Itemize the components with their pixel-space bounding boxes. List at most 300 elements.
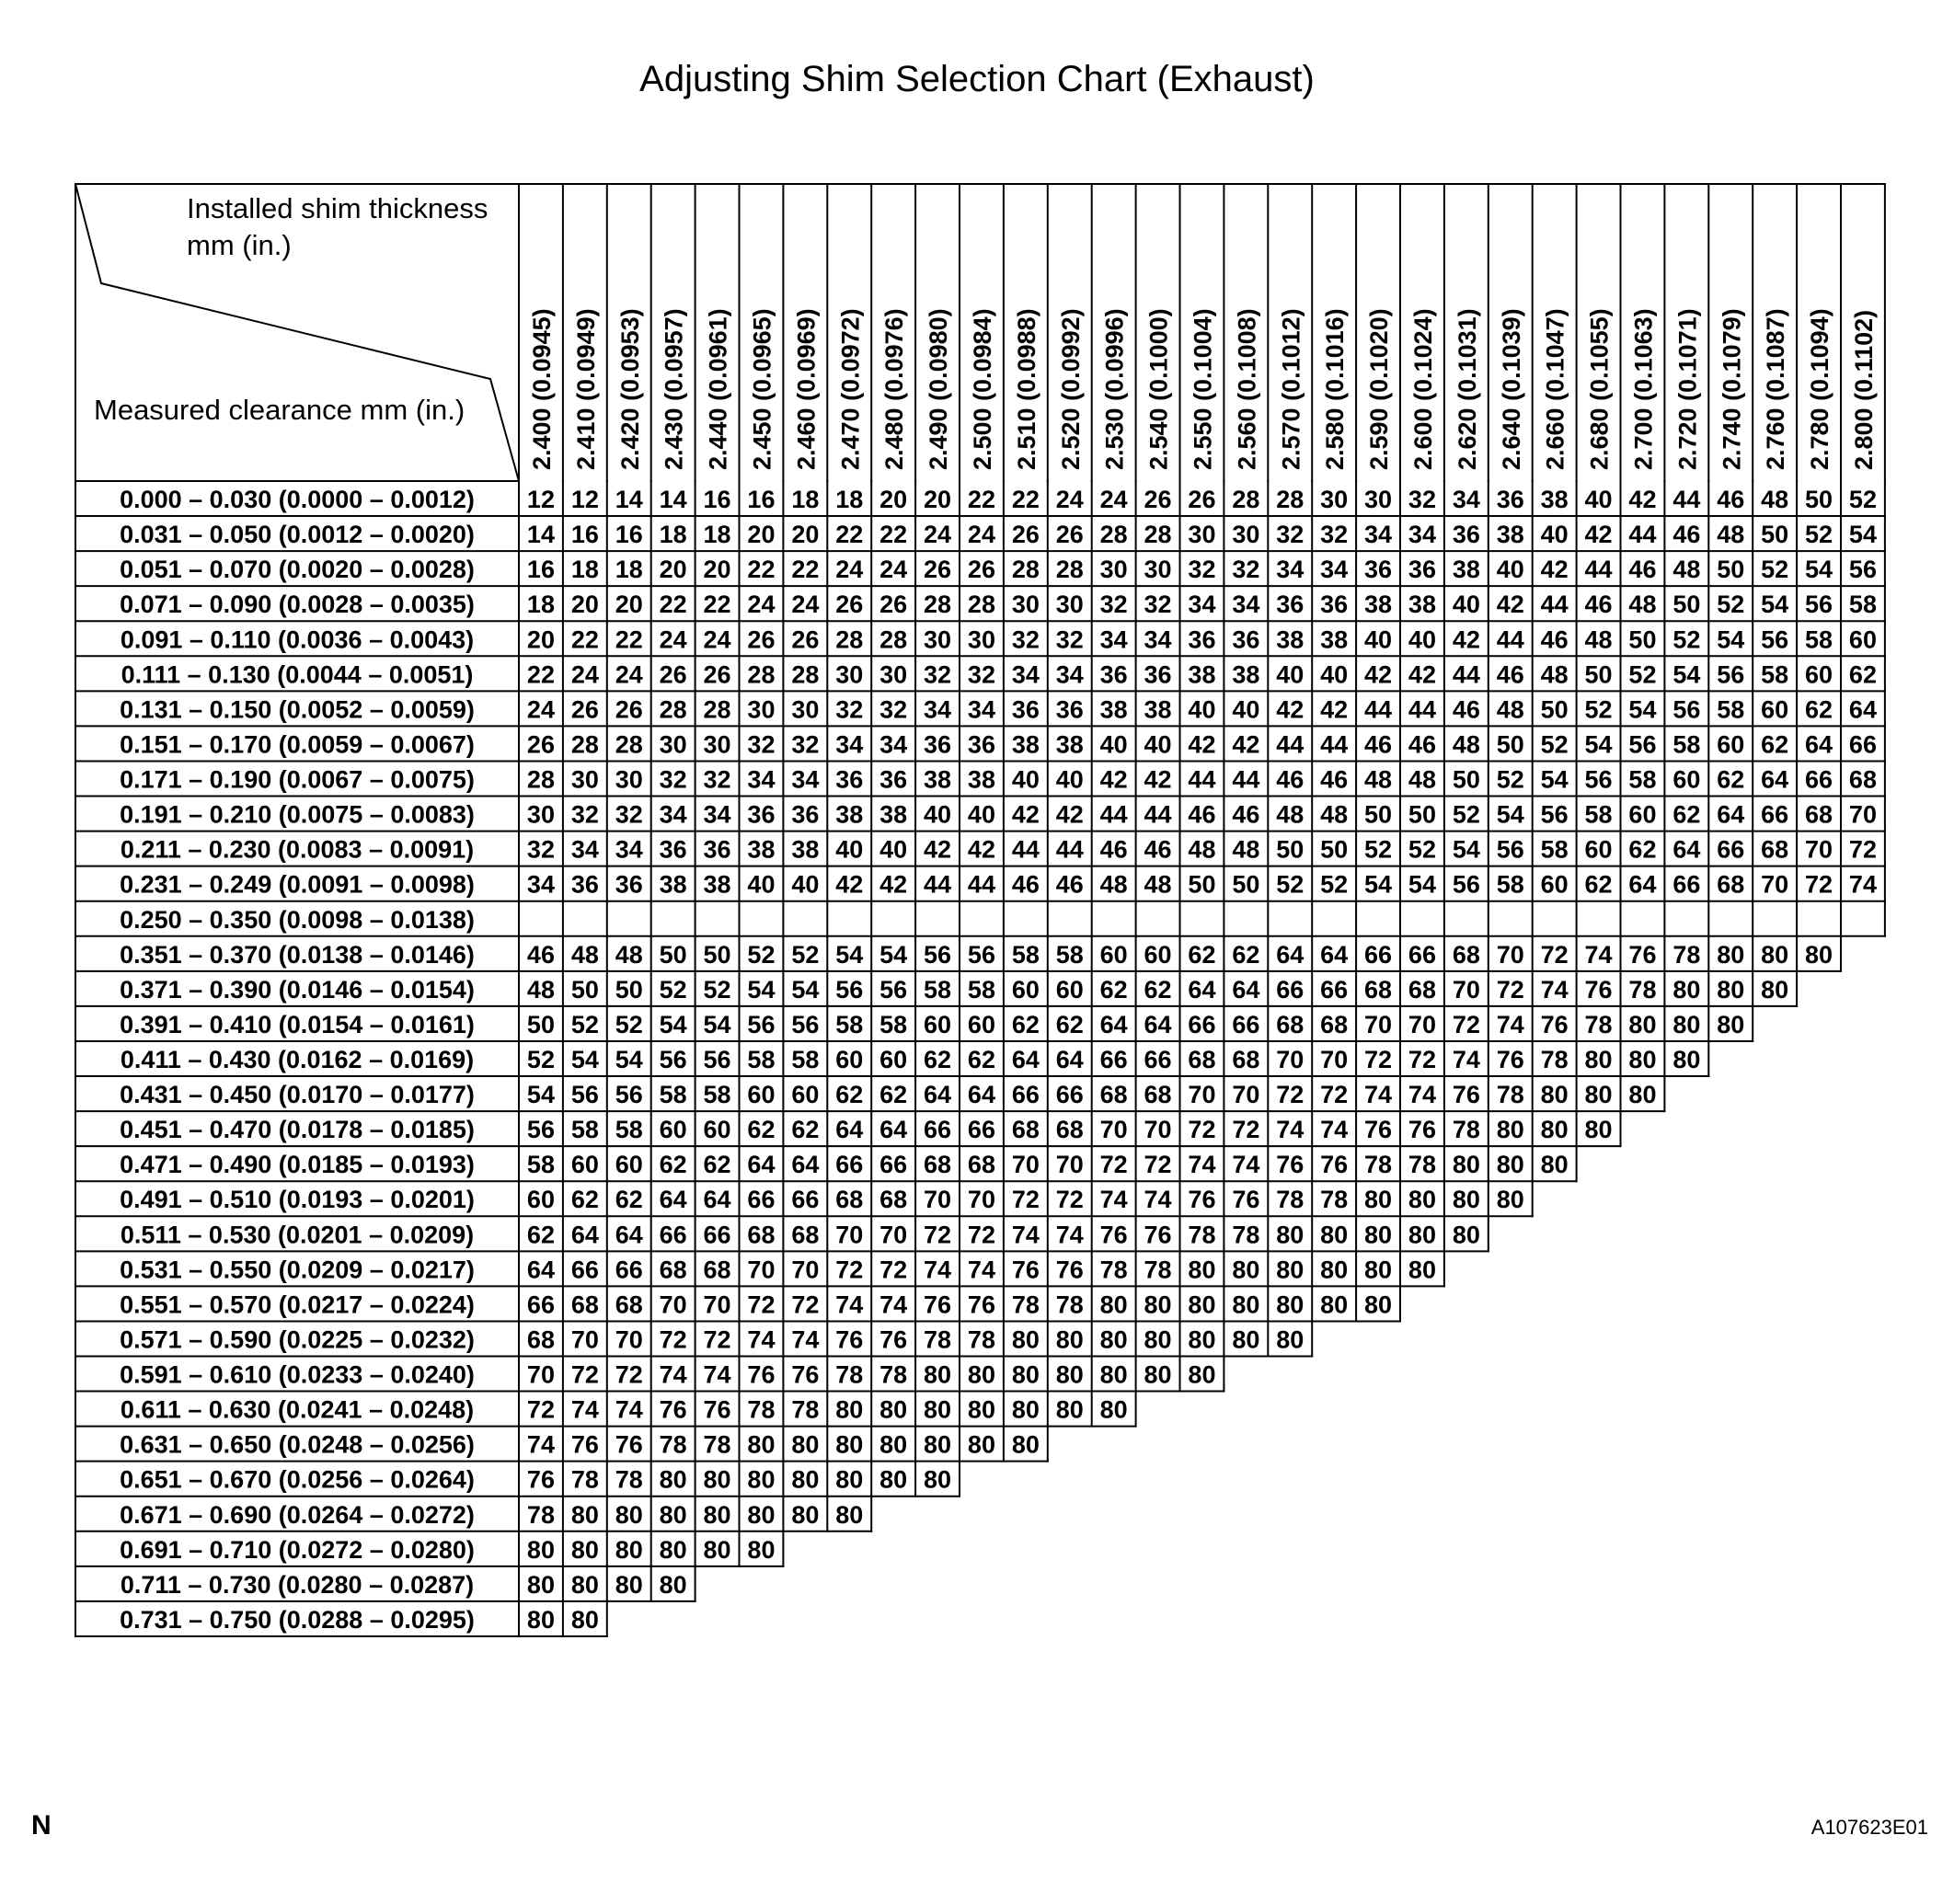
cell-value: 56 <box>526 1116 555 1144</box>
cell-value: 70 <box>1452 975 1480 1004</box>
cell-value: 22 <box>1011 486 1040 514</box>
cell-value: 52 <box>526 1045 555 1073</box>
cell-value: 78 <box>1408 1151 1436 1179</box>
cell-value: 80 <box>924 1465 952 1494</box>
cell-value: 68 <box>703 1256 731 1284</box>
cell-value: 70 <box>835 1221 864 1249</box>
cell-value: 70 <box>967 1186 995 1214</box>
cell-value: 38 <box>1188 660 1216 689</box>
cell-value: 80 <box>1452 1151 1480 1179</box>
cell-value: 64 <box>526 1256 555 1284</box>
column-header: 2.570 (0.1012) <box>1277 308 1305 470</box>
cell-value: 78 <box>1144 1256 1172 1284</box>
cell-value: 80 <box>659 1570 687 1599</box>
cell-value: 58 <box>1717 695 1745 724</box>
column-header: 2.460 (0.0969) <box>792 308 821 470</box>
cell-value: 72 <box>1276 1081 1305 1109</box>
cell-value: 52 <box>1628 660 1657 689</box>
cell-value: 74 <box>1540 975 1569 1004</box>
cell-value: 34 <box>615 835 643 864</box>
cell-value: 70 <box>879 1221 908 1249</box>
cell-value: 80 <box>1408 1221 1436 1249</box>
cell-value: 72 <box>1408 1045 1436 1073</box>
cell-value: 48 <box>1276 800 1305 829</box>
cell-value: 40 <box>1011 765 1040 794</box>
cell-value: 76 <box>615 1430 643 1459</box>
cell-value: 56 <box>967 940 995 969</box>
cell-value: 68 <box>1099 1081 1128 1109</box>
cell-value: 44 <box>1584 556 1613 584</box>
cell-value: 56 <box>1672 695 1701 724</box>
cell-value: 68 <box>747 1221 776 1249</box>
cell-value: 50 <box>570 975 599 1004</box>
cell-value: 76 <box>1011 1256 1040 1284</box>
cell-value: 56 <box>1496 835 1524 864</box>
cell-value: 72 <box>879 1256 908 1284</box>
cell-value: 74 <box>570 1395 599 1424</box>
cell-value: 68 <box>967 1151 995 1179</box>
cell-value: 16 <box>747 486 776 514</box>
cell-value: 48 <box>1452 730 1480 759</box>
cell-value: 60 <box>526 1186 555 1214</box>
column-header: 2.430 (0.0957) <box>660 308 688 470</box>
cell-value: 76 <box>1099 1221 1128 1249</box>
cell-value: 40 <box>1364 625 1393 654</box>
cell-value: 70 <box>615 1325 643 1354</box>
cell-value: 80 <box>879 1465 908 1494</box>
column-header: 2.740 (0.1079) <box>1718 308 1746 470</box>
cell-value: 26 <box>791 625 820 654</box>
column-header: 2.490 (0.0980) <box>925 308 953 470</box>
cell-value: 54 <box>659 1010 687 1038</box>
cell-value: 14 <box>659 486 687 514</box>
cell-value: 80 <box>1717 940 1745 969</box>
cell-value: 34 <box>1452 486 1480 514</box>
cell-value: 74 <box>1144 1186 1172 1214</box>
cell-value: 64 <box>1628 870 1657 899</box>
cell-value: 24 <box>835 556 864 584</box>
cell-value: 70 <box>1364 1010 1393 1038</box>
cell-value: 24 <box>615 660 643 689</box>
row-header-label: Measured clearance mm (in.) <box>94 394 466 426</box>
cell-value: 26 <box>1144 486 1172 514</box>
cell-value: 28 <box>924 591 952 619</box>
cell-value: 44 <box>1232 765 1260 794</box>
cell-value: 16 <box>703 486 731 514</box>
cell-value: 24 <box>526 695 555 724</box>
cell-value: 64 <box>703 1186 731 1214</box>
cell-value: 80 <box>659 1535 687 1564</box>
column-header: 2.410 (0.0949) <box>571 308 600 470</box>
cell-value: 80 <box>879 1430 908 1459</box>
cell-value: 28 <box>835 625 864 654</box>
cell-value: 76 <box>1452 1081 1480 1109</box>
cell-value: 80 <box>924 1395 952 1424</box>
cell-value: 28 <box>747 660 776 689</box>
cell-value: 64 <box>1188 975 1216 1004</box>
cell-value: 54 <box>1408 870 1436 899</box>
cell-value: 80 <box>1761 940 1789 969</box>
cell-value: 64 <box>1320 940 1349 969</box>
cell-value: 62 <box>570 1186 599 1214</box>
cell-value: 66 <box>1805 765 1833 794</box>
cell-value: 46 <box>526 940 555 969</box>
cell-value: 80 <box>1761 975 1789 1004</box>
cell-value: 26 <box>659 660 687 689</box>
cell-value: 72 <box>526 1395 555 1424</box>
cell-value: 44 <box>1320 730 1349 759</box>
row-label: 0.250 – 0.350 (0.0098 – 0.0138) <box>120 905 475 934</box>
cell-value: 52 <box>1540 730 1569 759</box>
cell-value: 62 <box>1761 730 1789 759</box>
cell-value: 30 <box>1320 486 1349 514</box>
cell-value: 80 <box>1364 1221 1393 1249</box>
cell-value: 28 <box>791 660 820 689</box>
cell-value: 72 <box>1011 1186 1040 1214</box>
cell-value: 78 <box>1011 1290 1040 1319</box>
cell-value: 38 <box>835 800 864 829</box>
row-label: 0.091 – 0.110 (0.0036 – 0.0043) <box>120 625 475 654</box>
cell-value: 80 <box>1099 1290 1128 1319</box>
cell-value: 68 <box>1011 1116 1040 1144</box>
cell-value: 34 <box>1408 521 1436 549</box>
cell-value: 58 <box>1055 940 1084 969</box>
cell-value: 64 <box>1232 975 1260 1004</box>
cell-value: 80 <box>570 1535 599 1564</box>
column-header-label: mm (in.) <box>187 229 292 261</box>
cell-value: 36 <box>1099 660 1128 689</box>
cell-value: 80 <box>791 1430 820 1459</box>
cell-value: 44 <box>1496 625 1524 654</box>
cell-value: 26 <box>1188 486 1216 514</box>
chart-title: Adjusting Shim Selection Chart (Exhaust) <box>639 59 1315 99</box>
cell-value: 80 <box>615 1570 643 1599</box>
row-label: 0.691 – 0.710 (0.0272 – 0.0280) <box>120 1535 475 1564</box>
cell-value: 80 <box>1099 1360 1128 1389</box>
cell-value: 36 <box>747 800 776 829</box>
column-header: 2.510 (0.0988) <box>1012 308 1040 470</box>
cell-value: 24 <box>703 625 731 654</box>
cell-value: 38 <box>1364 591 1393 619</box>
cell-value: 18 <box>570 556 599 584</box>
cell-value: 66 <box>1848 730 1877 759</box>
cell-value: 80 <box>1496 1116 1524 1144</box>
cell-value: 70 <box>1805 835 1833 864</box>
cell-value: 54 <box>1672 660 1701 689</box>
cell-value: 64 <box>1276 940 1305 969</box>
cell-value: 32 <box>659 765 687 794</box>
cell-value: 50 <box>526 1010 555 1038</box>
cell-value: 24 <box>1099 486 1128 514</box>
cell-value: 72 <box>703 1325 731 1354</box>
cell-value: 78 <box>659 1430 687 1459</box>
cell-value: 28 <box>1055 556 1084 584</box>
cell-value: 24 <box>924 521 952 549</box>
cell-value: 20 <box>570 591 599 619</box>
cell-value: 30 <box>526 800 555 829</box>
cell-value: 68 <box>1452 940 1480 969</box>
row-label: 0.051 – 0.070 (0.0020 – 0.0028) <box>120 556 475 584</box>
cell-value: 66 <box>1144 1045 1172 1073</box>
cell-value: 78 <box>1496 1081 1524 1109</box>
cell-value: 60 <box>1584 835 1613 864</box>
cell-value: 18 <box>615 556 643 584</box>
cell-value: 36 <box>879 765 908 794</box>
cell-value: 64 <box>924 1081 952 1109</box>
cell-value: 80 <box>570 1605 599 1634</box>
cell-value: 74 <box>659 1360 687 1389</box>
cell-value: 62 <box>967 1045 995 1073</box>
cell-value: 28 <box>703 695 731 724</box>
cell-value: 36 <box>1188 625 1216 654</box>
cell-value: 58 <box>1584 800 1613 829</box>
column-header: 2.800 (0.1102) <box>1849 309 1878 470</box>
cell-value: 70 <box>526 1360 555 1389</box>
cell-value: 60 <box>1848 625 1877 654</box>
cell-value: 42 <box>1099 765 1128 794</box>
cell-value: 76 <box>924 1290 952 1319</box>
cell-value: 54 <box>1364 870 1393 899</box>
cell-value: 34 <box>526 870 555 899</box>
cell-value: 78 <box>1320 1186 1349 1214</box>
cell-value: 34 <box>747 765 776 794</box>
column-header: 2.590 (0.1020) <box>1365 308 1394 470</box>
cell-value: 32 <box>924 660 952 689</box>
cell-value: 76 <box>967 1290 995 1319</box>
cell-value: 30 <box>1055 591 1084 619</box>
cell-value: 80 <box>1188 1325 1216 1354</box>
cell-value: 50 <box>1761 521 1789 549</box>
cell-value: 76 <box>659 1395 687 1424</box>
cell-value: 42 <box>1232 730 1260 759</box>
cell-value: 78 <box>526 1500 555 1529</box>
cell-value: 46 <box>1011 870 1040 899</box>
cell-value: 18 <box>791 486 820 514</box>
cell-value: 54 <box>1496 800 1524 829</box>
cell-value: 60 <box>835 1045 864 1073</box>
cell-value: 34 <box>1364 521 1393 549</box>
cell-value: 24 <box>1055 486 1084 514</box>
cell-value: 60 <box>1144 940 1172 969</box>
cell-value: 32 <box>703 765 731 794</box>
cell-value: 70 <box>1055 1151 1084 1179</box>
column-header: 2.550 (0.1004) <box>1189 308 1217 470</box>
row-label: 0.591 – 0.610 (0.0233 – 0.0240) <box>120 1360 475 1389</box>
cell-value: 42 <box>879 870 908 899</box>
cell-value: 58 <box>747 1045 776 1073</box>
cell-value: 72 <box>924 1221 952 1249</box>
cell-value: 58 <box>1848 591 1877 619</box>
cell-value: 26 <box>1011 521 1040 549</box>
cell-value: 60 <box>1672 765 1701 794</box>
cell-value: 16 <box>570 521 599 549</box>
cell-value: 50 <box>1717 556 1745 584</box>
cell-value: 76 <box>1144 1221 1172 1249</box>
cell-value: 60 <box>1717 730 1745 759</box>
cell-value: 62 <box>1232 940 1260 969</box>
cell-value: 30 <box>1232 521 1260 549</box>
cell-value: 74 <box>1584 940 1613 969</box>
cell-value: 66 <box>967 1116 995 1144</box>
cell-value: 48 <box>1628 591 1657 619</box>
cell-value: 38 <box>1408 591 1436 619</box>
cell-value: 24 <box>879 556 908 584</box>
cell-value: 22 <box>967 486 995 514</box>
cell-value: 62 <box>747 1116 776 1144</box>
cell-value: 32 <box>526 835 555 864</box>
cell-value: 20 <box>659 556 687 584</box>
cell-value: 52 <box>1276 870 1305 899</box>
cell-value: 80 <box>835 1395 864 1424</box>
cell-value: 46 <box>1584 591 1613 619</box>
cell-value: 66 <box>615 1256 643 1284</box>
cell-value: 44 <box>1188 765 1216 794</box>
cell-value: 50 <box>1188 870 1216 899</box>
cell-value: 62 <box>1055 1010 1084 1038</box>
cell-value: 64 <box>1761 765 1789 794</box>
cell-value: 28 <box>526 765 555 794</box>
cell-value: 32 <box>1188 556 1216 584</box>
cell-value: 80 <box>1011 1360 1040 1389</box>
cell-value: 28 <box>659 695 687 724</box>
cell-value: 80 <box>659 1465 687 1494</box>
cell-value: 22 <box>835 521 864 549</box>
column-header: 2.480 (0.0976) <box>880 308 909 470</box>
cell-value: 30 <box>1364 486 1393 514</box>
cell-value: 76 <box>1584 975 1613 1004</box>
cell-value: 80 <box>835 1465 864 1494</box>
cell-value: 62 <box>1144 975 1172 1004</box>
cell-value: 46 <box>1452 695 1480 724</box>
cell-value: 64 <box>1805 730 1833 759</box>
cell-value: 66 <box>1672 870 1701 899</box>
cell-value: 80 <box>1364 1256 1393 1284</box>
cell-value: 56 <box>1761 625 1789 654</box>
cell-value: 78 <box>879 1360 908 1389</box>
cell-value: 32 <box>1232 556 1260 584</box>
cell-value: 80 <box>1496 1151 1524 1179</box>
cell-value: 68 <box>1188 1045 1216 1073</box>
cell-value: 38 <box>1232 660 1260 689</box>
cell-value: 66 <box>526 1290 555 1319</box>
cell-value: 60 <box>1099 940 1128 969</box>
cell-value: 54 <box>1540 765 1569 794</box>
column-header: 2.720 (0.1071) <box>1673 308 1702 470</box>
cell-value: 34 <box>924 695 952 724</box>
row-label: 0.731 – 0.750 (0.0288 – 0.0295) <box>120 1605 475 1634</box>
row-label: 0.000 – 0.030 (0.0000 – 0.0012) <box>120 486 475 514</box>
cell-value: 30 <box>1011 591 1040 619</box>
cell-value: 58 <box>570 1116 599 1144</box>
cell-value: 40 <box>1276 660 1305 689</box>
cell-value: 44 <box>1144 800 1172 829</box>
cell-value: 80 <box>791 1500 820 1529</box>
cell-value: 34 <box>1320 556 1349 584</box>
cell-value: 80 <box>747 1535 776 1564</box>
cell-value: 44 <box>1276 730 1305 759</box>
cell-value: 80 <box>1232 1325 1260 1354</box>
cell-value: 64 <box>1848 695 1877 724</box>
cell-value: 60 <box>1628 800 1657 829</box>
cell-value: 76 <box>526 1465 555 1494</box>
cell-value: 52 <box>1452 800 1480 829</box>
cell-value: 28 <box>1232 486 1260 514</box>
row-label: 0.491 – 0.510 (0.0193 – 0.0201) <box>120 1186 475 1214</box>
cell-value: 54 <box>1452 835 1480 864</box>
cell-value: 38 <box>747 835 776 864</box>
cell-value: 68 <box>1276 1010 1305 1038</box>
cell-value: 30 <box>924 625 952 654</box>
cell-value: 50 <box>1276 835 1305 864</box>
cell-value: 38 <box>1276 625 1305 654</box>
cell-value: 76 <box>1628 940 1657 969</box>
cell-value: 78 <box>1672 940 1701 969</box>
cell-value: 44 <box>967 870 995 899</box>
cell-value: 64 <box>1055 1045 1084 1073</box>
cell-value: 72 <box>659 1325 687 1354</box>
cell-value: 44 <box>1452 660 1480 689</box>
cell-value: 48 <box>615 940 643 969</box>
cell-value: 42 <box>1320 695 1349 724</box>
cell-value: 52 <box>1408 835 1436 864</box>
cell-value: 80 <box>1144 1325 1172 1354</box>
cell-value: 56 <box>1452 870 1480 899</box>
cell-value: 60 <box>967 1010 995 1038</box>
cell-value: 46 <box>1232 800 1260 829</box>
cell-value: 80 <box>967 1395 995 1424</box>
row-label: 0.391 – 0.410 (0.0154 – 0.0161) <box>120 1010 475 1038</box>
cell-value: 22 <box>570 625 599 654</box>
cell-value: 72 <box>1364 1045 1393 1073</box>
row-label: 0.171 – 0.190 (0.0067 – 0.0075) <box>120 765 475 794</box>
cell-value: 80 <box>1232 1256 1260 1284</box>
cell-value: 36 <box>570 870 599 899</box>
cell-value: 66 <box>659 1221 687 1249</box>
cell-value: 76 <box>1276 1151 1305 1179</box>
column-header: 2.450 (0.0965) <box>748 308 776 470</box>
cell-value: 74 <box>1452 1045 1480 1073</box>
cell-value: 70 <box>1496 940 1524 969</box>
cell-value: 62 <box>835 1081 864 1109</box>
cell-value: 24 <box>791 591 820 619</box>
cell-value: 54 <box>703 1010 731 1038</box>
cell-value: 58 <box>1496 870 1524 899</box>
cell-value: 68 <box>1805 800 1833 829</box>
cell-value: 40 <box>747 870 776 899</box>
row-label: 0.471 – 0.490 (0.0185 – 0.0193) <box>120 1151 475 1179</box>
cell-value: 46 <box>1628 556 1657 584</box>
cell-value: 48 <box>1320 800 1349 829</box>
cell-value: 74 <box>1055 1221 1084 1249</box>
cell-value: 80 <box>1628 1081 1657 1109</box>
cell-value: 50 <box>1364 800 1393 829</box>
cell-value: 72 <box>835 1256 864 1284</box>
cell-value: 66 <box>1099 1045 1128 1073</box>
cell-value: 62 <box>879 1081 908 1109</box>
cell-value: 56 <box>879 975 908 1004</box>
cell-value: 26 <box>703 660 731 689</box>
cell-value: 32 <box>615 800 643 829</box>
cell-value: 20 <box>747 521 776 549</box>
cell-value: 40 <box>1055 765 1084 794</box>
cell-value: 60 <box>1805 660 1833 689</box>
cell-value: 58 <box>1761 660 1789 689</box>
cell-value: 80 <box>747 1465 776 1494</box>
cell-value: 80 <box>1099 1325 1128 1354</box>
cell-value: 52 <box>1496 765 1524 794</box>
cell-value: 24 <box>967 521 995 549</box>
cell-value: 62 <box>1805 695 1833 724</box>
